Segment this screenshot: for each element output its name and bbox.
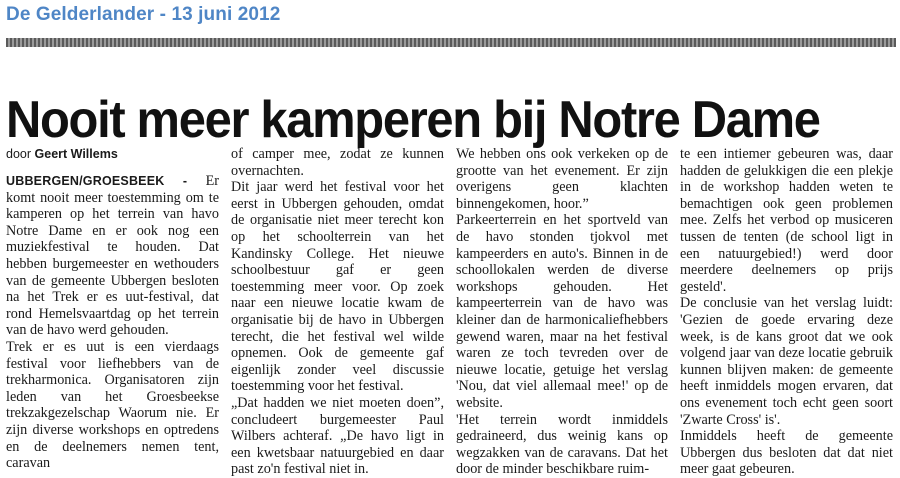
paragraph: Inmiddels heeft de gemeente Ubbergen dus besloten dat dat niet meer gaat gebeuren. xyxy=(680,428,893,478)
paragraph: Parkeerterrein en het sportveld van de havo stonden tjokvol met kampeerders en auto's. Binnen in de schoollokalen werden de diverse workshops gehouden. Het kampeerterrein van de havo was kleiner dan de harmonicaliefhebbers gewend waren, maar na het festival waren ze toch tevreden over de nieuwe locatie, getuige het verslag 'Nou, dat viel allemaal mee!' op de website. xyxy=(456,212,668,411)
author-name: Geert Willems xyxy=(34,147,118,161)
paragraph: Trek er es uut is een vierdaags festival voor liefhebbers van de trekharmonica. Organisatoren zijn leden van het Groesbeekse trekzakgezelschap Waorum nie. Er zijn diverse workshops en optredens en de deelnemers nemen tent, caravan xyxy=(6,338,219,472)
paragraph xyxy=(6,173,219,339)
paragraph: of camper mee, zodat ze kunnen overnachten. xyxy=(231,146,444,179)
article-headline: Nooit meer kamperen bij Notre Dame xyxy=(6,90,820,149)
paragraph: De conclusie van het verslag luidt: 'Gezien de goede ervaring deze week, is de kans groot dat we ook volgend jaar van deze locatie gebruik kunnen blijven maken: de gemeente heeft inmiddels mogen ervaren, dat ons evenement toch echt geen soort 'Zwarte Cross' is'. xyxy=(680,295,893,428)
newspaper-source-date: De Gelderlander - 13 juni 2012 xyxy=(6,4,281,25)
article-column-1 xyxy=(6,146,219,472)
paragraph: te een intiemer gebeuren was, daar hadden de gelukkigen die een plekje in de workshop hadden weten te bemachtigen ook geen problemen mee. Zelfs het verbod op musiceren tussen de tenten (de school ligt in een natuurgebied!) werd door meerdere deelnemers op prijs gesteld'. xyxy=(680,146,893,295)
article-column-2 xyxy=(231,146,444,478)
paragraph-text: Er komt nooit meer toestemming om te kamperen op het terrein van havo Notre Dame en er ook nog een muziekfestival te houden. Dat hebben burgemeester en wethouders van de gemeente Ubbergen besloten na het Trek er es uut-festival, dat rond Hemelsvaartdag op het terrein van de havo werd gehouden. xyxy=(6,173,219,339)
byline-prefix: door xyxy=(6,147,32,161)
paragraph: „Dat hadden we niet moeten doen”, concludeert burgemeester Paul Wilbers achteraf. „De havo ligt in een kwetsbaar natuurgebied en daar past zo'n festival niet in. xyxy=(231,394,444,478)
paragraph: 'Het terrein wordt inmiddels gedraineerd, dus weinig kans op wegzakken van de caravans. Dat het door de minder beschikbare ruim- xyxy=(456,411,668,478)
paragraph: We hebben ons ook verkeken op de grootte van het evenement. Er zijn overigens geen klachten binnengekomen, hoor.” xyxy=(456,146,668,212)
article-body xyxy=(6,146,896,478)
paragraph: Dit jaar werd het festival voor het eerst in Ubbergen gehouden, omdat de organisatie niet meer terecht kon op het schoolterrein van het Kandinsky College. Het nieuwe schoolbestuur gaf er geen toestemming meer voor. Op zoek naar een nieuwe locatie kwam de organisatie bij de havo in Ubbergen terecht, die het festival wel wilde opnemen. Ook de gemeente gaf eigenlijk zonder veel discussie toestemming voor het festival. xyxy=(231,179,444,395)
dateline: UBBERGEN/GROESBEEK - xyxy=(6,174,188,188)
article-column-4 xyxy=(680,146,893,478)
article-column-3 xyxy=(456,146,668,478)
byline xyxy=(6,146,219,162)
header-rule xyxy=(6,38,896,47)
